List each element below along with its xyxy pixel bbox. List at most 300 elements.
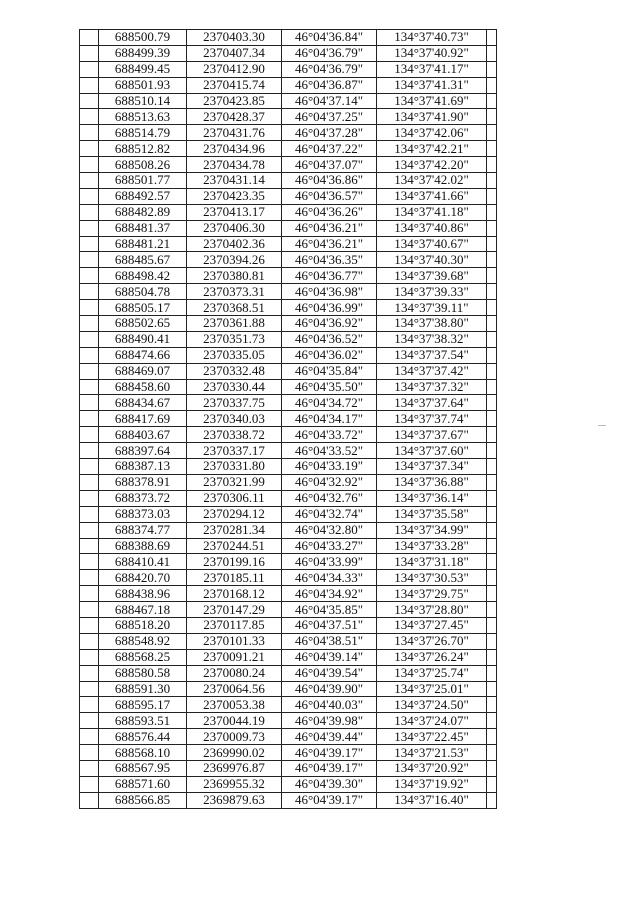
latitude-cell: 46°04'39.54": [282, 665, 377, 681]
y-coordinate-cell: 2370053.38: [187, 697, 282, 713]
latitude-cell: 46°04'39.17": [282, 745, 377, 761]
x-coordinate-cell: 688373.03: [99, 506, 187, 522]
notes-cell: [487, 554, 497, 570]
table-row: [80, 363, 497, 379]
latitude-cell: 46°04'39.17": [282, 760, 377, 776]
index-cell: [80, 776, 99, 792]
longitude-cell: 134°37'39.33": [377, 284, 487, 300]
y-coordinate-cell: 2370199.16: [187, 554, 282, 570]
notes-cell: [487, 316, 497, 332]
latitude-cell: 46°04'39.14": [282, 649, 377, 665]
longitude-cell: 134°37'40.67": [377, 236, 487, 252]
index-cell: [80, 109, 99, 125]
x-coordinate-cell: 688397.64: [99, 443, 187, 459]
index-cell: [80, 729, 99, 745]
notes-cell: [487, 538, 497, 554]
x-coordinate-cell: 688378.91: [99, 474, 187, 490]
longitude-cell: 134°37'40.92": [377, 45, 487, 61]
table-row: [80, 157, 497, 173]
index-cell: [80, 602, 99, 618]
y-coordinate-cell: 2370009.73: [187, 729, 282, 745]
x-coordinate-cell: 688568.25: [99, 649, 187, 665]
index-cell: [80, 347, 99, 363]
latitude-cell: 46°04'34.92": [282, 586, 377, 602]
table-row: [80, 300, 497, 316]
table-row: [80, 506, 497, 522]
x-coordinate-cell: 688502.65: [99, 316, 187, 332]
notes-cell: [487, 427, 497, 443]
table-row: [80, 188, 497, 204]
table-row: [80, 745, 497, 761]
latitude-cell: 46°04'32.92": [282, 474, 377, 490]
latitude-cell: 46°04'32.74": [282, 506, 377, 522]
x-coordinate-cell: 688410.41: [99, 554, 187, 570]
latitude-cell: 46°04'40.03": [282, 697, 377, 713]
y-coordinate-cell: 2370368.51: [187, 300, 282, 316]
x-coordinate-cell: 688387.13: [99, 459, 187, 475]
y-coordinate-cell: 2370394.26: [187, 252, 282, 268]
longitude-cell: 134°37'37.60": [377, 443, 487, 459]
notes-cell: [487, 617, 497, 633]
table-row: [80, 173, 497, 189]
longitude-cell: 134°37'16.40": [377, 792, 487, 808]
index-cell: [80, 586, 99, 602]
notes-cell: [487, 363, 497, 379]
table-row: [80, 617, 497, 633]
longitude-cell: 134°37'19.92": [377, 776, 487, 792]
notes-cell: [487, 347, 497, 363]
latitude-cell: 46°04'39.30": [282, 776, 377, 792]
x-coordinate-cell: 688498.42: [99, 268, 187, 284]
latitude-cell: 46°04'33.99": [282, 554, 377, 570]
y-coordinate-cell: 2370338.72: [187, 427, 282, 443]
index-cell: [80, 395, 99, 411]
latitude-cell: 46°04'33.27": [282, 538, 377, 554]
table-row: [80, 586, 497, 602]
notes-cell: [487, 411, 497, 427]
index-cell: [80, 284, 99, 300]
table-row: [80, 45, 497, 61]
y-coordinate-cell: 2370321.99: [187, 474, 282, 490]
x-coordinate-cell: 688492.57: [99, 188, 187, 204]
x-coordinate-cell: 688388.69: [99, 538, 187, 554]
latitude-cell: 46°04'36.98": [282, 284, 377, 300]
latitude-cell: 46°04'38.51": [282, 633, 377, 649]
notes-cell: [487, 204, 497, 220]
table-row: [80, 443, 497, 459]
longitude-cell: 134°37'26.70": [377, 633, 487, 649]
table-row: [80, 713, 497, 729]
longitude-cell: 134°37'34.99": [377, 522, 487, 538]
index-cell: [80, 443, 99, 459]
latitude-cell: 46°04'36.84": [282, 30, 377, 46]
y-coordinate-cell: 2370185.11: [187, 570, 282, 586]
index-cell: [80, 188, 99, 204]
x-coordinate-cell: 688490.41: [99, 331, 187, 347]
table-row: [80, 649, 497, 665]
table-row: [80, 729, 497, 745]
notes-cell: [487, 713, 497, 729]
table-row: [80, 665, 497, 681]
x-coordinate-cell: 688595.17: [99, 697, 187, 713]
longitude-cell: 134°37'25.01": [377, 681, 487, 697]
x-coordinate-cell: 688576.44: [99, 729, 187, 745]
notes-cell: [487, 157, 497, 173]
table-row: [80, 316, 497, 332]
notes-cell: [487, 443, 497, 459]
longitude-cell: 134°37'37.32": [377, 379, 487, 395]
notes-cell: [487, 506, 497, 522]
x-coordinate-cell: 688482.89: [99, 204, 187, 220]
y-coordinate-cell: 2370373.31: [187, 284, 282, 300]
index-cell: [80, 77, 99, 93]
index-cell: [80, 792, 99, 808]
x-coordinate-cell: 688373.72: [99, 490, 187, 506]
table-row: [80, 61, 497, 77]
notes-cell: [487, 570, 497, 586]
index-cell: [80, 554, 99, 570]
notes-cell: [487, 792, 497, 808]
latitude-cell: 46°04'36.21": [282, 220, 377, 236]
index-cell: [80, 45, 99, 61]
y-coordinate-cell: 2370306.11: [187, 490, 282, 506]
latitude-cell: 46°04'39.17": [282, 792, 377, 808]
notes-cell: [487, 665, 497, 681]
latitude-cell: 46°04'37.25": [282, 109, 377, 125]
x-coordinate-cell: 688469.07: [99, 363, 187, 379]
index-cell: [80, 268, 99, 284]
latitude-cell: 46°04'39.44": [282, 729, 377, 745]
index-cell: [80, 252, 99, 268]
x-coordinate-cell: 688571.60: [99, 776, 187, 792]
longitude-cell: 134°37'35.58": [377, 506, 487, 522]
notes-cell: [487, 697, 497, 713]
notes-cell: [487, 474, 497, 490]
longitude-cell: 134°37'24.50": [377, 697, 487, 713]
longitude-cell: 134°37'41.18": [377, 204, 487, 220]
table-row: [80, 760, 497, 776]
y-coordinate-cell: 2370434.96: [187, 141, 282, 157]
longitude-cell: 134°37'21.53": [377, 745, 487, 761]
longitude-cell: 134°37'37.42": [377, 363, 487, 379]
table-row: [80, 538, 497, 554]
latitude-cell: 46°04'36.35": [282, 252, 377, 268]
index-cell: [80, 331, 99, 347]
latitude-cell: 46°04'36.79": [282, 45, 377, 61]
latitude-cell: 46°04'37.51": [282, 617, 377, 633]
coordinates-table-body: [80, 30, 497, 809]
y-coordinate-cell: 2370294.12: [187, 506, 282, 522]
x-coordinate-cell: 688504.78: [99, 284, 187, 300]
longitude-cell: 134°37'20.92": [377, 760, 487, 776]
latitude-cell: 46°04'34.33": [282, 570, 377, 586]
longitude-cell: 134°37'42.02": [377, 173, 487, 189]
y-coordinate-cell: 2370331.80: [187, 459, 282, 475]
table-row: [80, 30, 497, 46]
y-coordinate-cell: 2370281.34: [187, 522, 282, 538]
index-cell: [80, 633, 99, 649]
index-cell: [80, 427, 99, 443]
latitude-cell: 46°04'32.76": [282, 490, 377, 506]
table-row: [80, 681, 497, 697]
index-cell: [80, 363, 99, 379]
latitude-cell: 46°04'33.52": [282, 443, 377, 459]
x-coordinate-cell: 688499.39: [99, 45, 187, 61]
table-row: [80, 204, 497, 220]
notes-cell: [487, 379, 497, 395]
notes-cell: [487, 522, 497, 538]
x-coordinate-cell: 688513.63: [99, 109, 187, 125]
latitude-cell: 46°04'36.02": [282, 347, 377, 363]
table-row: [80, 379, 497, 395]
longitude-cell: 134°37'41.17": [377, 61, 487, 77]
notes-cell: [487, 459, 497, 475]
notes-cell: [487, 109, 497, 125]
y-coordinate-cell: 2370431.14: [187, 173, 282, 189]
x-coordinate-cell: 688568.10: [99, 745, 187, 761]
latitude-cell: 46°04'35.85": [282, 602, 377, 618]
x-coordinate-cell: 688591.30: [99, 681, 187, 697]
y-coordinate-cell: 2370117.85: [187, 617, 282, 633]
x-coordinate-cell: 688508.26: [99, 157, 187, 173]
y-coordinate-cell: 2369955.32: [187, 776, 282, 792]
index-cell: [80, 125, 99, 141]
x-coordinate-cell: 688467.18: [99, 602, 187, 618]
x-coordinate-cell: 688567.95: [99, 760, 187, 776]
x-coordinate-cell: 688548.92: [99, 633, 187, 649]
longitude-cell: 134°37'42.20": [377, 157, 487, 173]
longitude-cell: 134°37'40.73": [377, 30, 487, 46]
y-coordinate-cell: 2370415.74: [187, 77, 282, 93]
x-coordinate-cell: 688518.20: [99, 617, 187, 633]
longitude-cell: 134°37'42.21": [377, 141, 487, 157]
notes-cell: [487, 252, 497, 268]
y-coordinate-cell: 2370332.48: [187, 363, 282, 379]
index-cell: [80, 570, 99, 586]
y-coordinate-cell: 2370403.30: [187, 30, 282, 46]
table-row: [80, 474, 497, 490]
notes-cell: [487, 745, 497, 761]
latitude-cell: 46°04'37.07": [282, 157, 377, 173]
y-coordinate-cell: 2370335.05: [187, 347, 282, 363]
longitude-cell: 134°37'37.34": [377, 459, 487, 475]
notes-cell: [487, 300, 497, 316]
index-cell: [80, 617, 99, 633]
index-cell: [80, 61, 99, 77]
notes-cell: [487, 649, 497, 665]
table-row: [80, 125, 497, 141]
y-coordinate-cell: 2370244.51: [187, 538, 282, 554]
longitude-cell: 134°37'41.31": [377, 77, 487, 93]
table-row: [80, 570, 497, 586]
y-coordinate-cell: 2370413.17: [187, 204, 282, 220]
index-cell: [80, 459, 99, 475]
x-coordinate-cell: 688417.69: [99, 411, 187, 427]
x-coordinate-cell: 688501.77: [99, 173, 187, 189]
table-row: [80, 522, 497, 538]
notes-cell: [487, 586, 497, 602]
table-row: [80, 109, 497, 125]
table-row: [80, 697, 497, 713]
table-row: [80, 633, 497, 649]
longitude-cell: 134°37'38.80": [377, 316, 487, 332]
table-row: [80, 252, 497, 268]
index-cell: [80, 697, 99, 713]
table-row: [80, 220, 497, 236]
index-cell: [80, 316, 99, 332]
latitude-cell: 46°04'36.26": [282, 204, 377, 220]
x-coordinate-cell: 688510.14: [99, 93, 187, 109]
notes-cell: [487, 173, 497, 189]
y-coordinate-cell: 2370407.34: [187, 45, 282, 61]
index-cell: [80, 665, 99, 681]
x-coordinate-cell: 688403.67: [99, 427, 187, 443]
index-cell: [80, 522, 99, 538]
index-cell: [80, 204, 99, 220]
table-row: [80, 602, 497, 618]
table-row: [80, 77, 497, 93]
coordinates-table: [79, 29, 496, 809]
y-coordinate-cell: 2370330.44: [187, 379, 282, 395]
latitude-cell: 46°04'34.72": [282, 395, 377, 411]
notes-cell: [487, 125, 497, 141]
notes-cell: [487, 331, 497, 347]
x-coordinate-cell: 688485.67: [99, 252, 187, 268]
table-row: [80, 268, 497, 284]
notes-cell: [487, 141, 497, 157]
longitude-cell: 134°37'41.90": [377, 109, 487, 125]
table-row: [80, 427, 497, 443]
y-coordinate-cell: 2370423.85: [187, 93, 282, 109]
latitude-cell: 46°04'36.57": [282, 188, 377, 204]
table-row: [80, 554, 497, 570]
index-cell: [80, 157, 99, 173]
longitude-cell: 134°37'31.18": [377, 554, 487, 570]
table-row: [80, 93, 497, 109]
longitude-cell: 134°37'41.66": [377, 188, 487, 204]
y-coordinate-cell: 2370091.21: [187, 649, 282, 665]
x-coordinate-cell: 688566.85: [99, 792, 187, 808]
y-coordinate-cell: 2370431.76: [187, 125, 282, 141]
y-coordinate-cell: 2370337.17: [187, 443, 282, 459]
notes-cell: [487, 284, 497, 300]
index-cell: [80, 760, 99, 776]
longitude-cell: 134°37'36.88": [377, 474, 487, 490]
index-cell: [80, 506, 99, 522]
longitude-cell: 134°37'24.07": [377, 713, 487, 729]
scan-mark: [598, 425, 606, 426]
x-coordinate-cell: 688514.79: [99, 125, 187, 141]
latitude-cell: 46°04'39.90": [282, 681, 377, 697]
index-cell: [80, 141, 99, 157]
index-cell: [80, 300, 99, 316]
notes-cell: [487, 93, 497, 109]
table-row: [80, 236, 497, 252]
latitude-cell: 46°04'36.99": [282, 300, 377, 316]
latitude-cell: 46°04'32.80": [282, 522, 377, 538]
table-row: [80, 776, 497, 792]
notes-cell: [487, 45, 497, 61]
notes-cell: [487, 220, 497, 236]
table-row: [80, 141, 497, 157]
y-coordinate-cell: 2370064.56: [187, 681, 282, 697]
index-cell: [80, 649, 99, 665]
y-coordinate-cell: 2370406.30: [187, 220, 282, 236]
longitude-cell: 134°37'38.32": [377, 331, 487, 347]
notes-cell: [487, 395, 497, 411]
notes-cell: [487, 61, 497, 77]
notes-cell: [487, 760, 497, 776]
x-coordinate-cell: 688474.66: [99, 347, 187, 363]
y-coordinate-cell: 2370337.75: [187, 395, 282, 411]
notes-cell: [487, 77, 497, 93]
y-coordinate-cell: 2370380.81: [187, 268, 282, 284]
notes-cell: [487, 30, 497, 46]
latitude-cell: 46°04'35.50": [282, 379, 377, 395]
latitude-cell: 46°04'37.28": [282, 125, 377, 141]
index-cell: [80, 745, 99, 761]
table-row: [80, 347, 497, 363]
index-cell: [80, 220, 99, 236]
longitude-cell: 134°37'27.45": [377, 617, 487, 633]
index-cell: [80, 411, 99, 427]
longitude-cell: 134°37'29.75": [377, 586, 487, 602]
index-cell: [80, 93, 99, 109]
y-coordinate-cell: 2369976.87: [187, 760, 282, 776]
x-coordinate-cell: 688499.45: [99, 61, 187, 77]
longitude-cell: 134°37'41.69": [377, 93, 487, 109]
longitude-cell: 134°37'25.74": [377, 665, 487, 681]
table-row: [80, 792, 497, 808]
x-coordinate-cell: 688500.79: [99, 30, 187, 46]
x-coordinate-cell: 688505.17: [99, 300, 187, 316]
x-coordinate-cell: 688593.51: [99, 713, 187, 729]
table-row: [80, 411, 497, 427]
longitude-cell: 134°37'22.45": [377, 729, 487, 745]
y-coordinate-cell: 2370101.33: [187, 633, 282, 649]
index-cell: [80, 379, 99, 395]
index-cell: [80, 538, 99, 554]
latitude-cell: 46°04'33.72": [282, 427, 377, 443]
latitude-cell: 46°04'37.22": [282, 141, 377, 157]
notes-cell: [487, 602, 497, 618]
notes-cell: [487, 236, 497, 252]
latitude-cell: 46°04'36.79": [282, 61, 377, 77]
latitude-cell: 46°04'37.14": [282, 93, 377, 109]
notes-cell: [487, 776, 497, 792]
longitude-cell: 134°37'37.74": [377, 411, 487, 427]
index-cell: [80, 30, 99, 46]
x-coordinate-cell: 688374.77: [99, 522, 187, 538]
longitude-cell: 134°37'39.68": [377, 268, 487, 284]
y-coordinate-cell: 2369990.02: [187, 745, 282, 761]
y-coordinate-cell: 2370402.36: [187, 236, 282, 252]
y-coordinate-cell: 2370351.73: [187, 331, 282, 347]
latitude-cell: 46°04'36.86": [282, 173, 377, 189]
x-coordinate-cell: 688512.82: [99, 141, 187, 157]
notes-cell: [487, 633, 497, 649]
latitude-cell: 46°04'36.77": [282, 268, 377, 284]
y-coordinate-cell: 2369879.63: [187, 792, 282, 808]
y-coordinate-cell: 2370423.35: [187, 188, 282, 204]
x-coordinate-cell: 688458.60: [99, 379, 187, 395]
latitude-cell: 46°04'33.19": [282, 459, 377, 475]
notes-cell: [487, 268, 497, 284]
y-coordinate-cell: 2370044.19: [187, 713, 282, 729]
table-row: [80, 284, 497, 300]
latitude-cell: 46°04'36.21": [282, 236, 377, 252]
table-row: [80, 459, 497, 475]
